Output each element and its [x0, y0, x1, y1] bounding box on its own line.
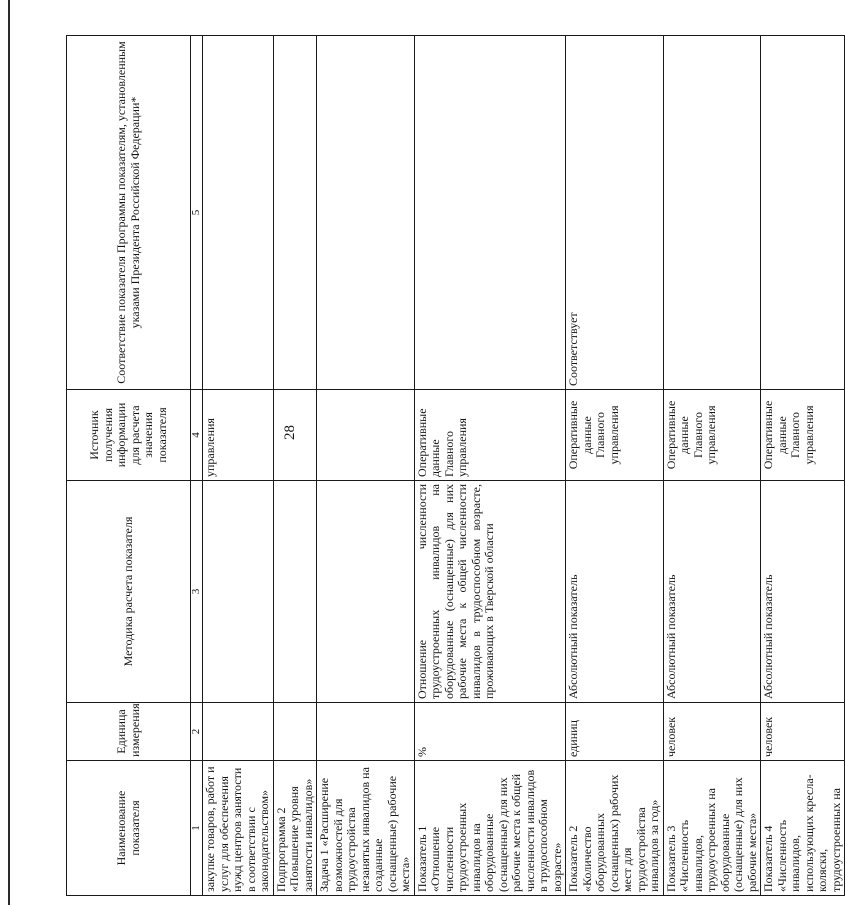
method-cell: Абсолютный показатель: [566, 481, 664, 703]
unit-cell: единиц: [566, 703, 664, 761]
header-compliance: Соответствие показателя Программы показателям, установленным указами Президента Российской Федерации*: [67, 36, 191, 390]
source-cell: [273, 390, 317, 481]
rotated-table-wrapper: [66, 36, 843, 896]
column-number: 3: [191, 481, 203, 703]
table-row: [317, 36, 415, 896]
source-cell: Оперативные данные Главного управления: [414, 390, 566, 481]
indicator-name-cell: Показатель 4 «Численность инвалидов, использующих кресла-коляски, трудоустроенных на: [761, 761, 845, 896]
compliance-cell: [317, 36, 415, 390]
page-edge-line: [8, 0, 10, 905]
compliance-cell: [273, 36, 317, 390]
source-cell: [317, 390, 415, 481]
indicator-name-cell: Показатель 1 «Отношение численности трудоустроенных инвалидов на оборудованные (оснащенные) для них рабочие места к общей численности инвалидов в трудоспособном возрасте»: [414, 761, 566, 896]
unit-cell: [317, 703, 415, 761]
table-row: [414, 36, 566, 896]
indicator-name-cell: Задача 1 «Расширение возможностей для трудоустройства незанятых инвалидов на созданные (оснащенные) рабочие места»: [317, 761, 415, 896]
source-cell: Оперативные данные Главного управления: [761, 390, 845, 481]
column-number: 5: [191, 36, 203, 390]
column-number: 1: [191, 761, 203, 896]
header-row: [67, 36, 191, 896]
indicator-name-cell: закупке товаров, работ и услуг для обеспечения нужд центров занятости в соответствии с законодательством»: [203, 761, 274, 896]
header-source: Источник получения информации для расчета значения показателя: [67, 390, 191, 481]
method-cell: Отношение численности трудоустроенных инвалидов на оборудованные (оснащенные) для них рабочие места к общей численности инвалидов в трудоспособном возрасте, проживающих в Тверской области: [414, 481, 566, 703]
indicators-table: [66, 35, 845, 896]
header-method: Методика расчета показателя: [67, 481, 191, 703]
method-cell: [273, 481, 317, 703]
column-number: 4: [191, 390, 203, 481]
unit-cell: %: [414, 703, 566, 761]
method-cell: [203, 481, 274, 703]
compliance-cell: Соответствует: [566, 36, 664, 390]
table-row: [566, 36, 664, 896]
source-cell: Оперативные данные Главного управления: [566, 390, 664, 481]
method-cell: Абсолютный показатель: [761, 481, 845, 703]
column-number: 2: [191, 703, 203, 761]
source-cell: управления: [203, 390, 274, 481]
indicator-name-cell: Подпрограмма 2 «Повышение уровня занятости инвалидов»: [273, 761, 317, 896]
table-row: [761, 36, 845, 896]
table-row: [203, 36, 274, 896]
unit-cell: [273, 703, 317, 761]
compliance-cell: [663, 36, 761, 390]
method-cell: Абсолютный показатель: [663, 481, 761, 703]
source-cell: Оперативные данные Главного управления: [663, 390, 761, 481]
unit-cell: человек: [663, 703, 761, 761]
table-row: [273, 36, 317, 896]
indicator-name-cell: Показатель 3 «Численность инвалидов, трудоустроенных на оборудованные (оснащенные) для них рабочие места»: [663, 761, 761, 896]
method-cell: [317, 481, 415, 703]
indicator-name-cell: Показатель 2 «Количество оборудованных (оснащенных) рабочих мест для трудоустройства инвалидов за год»: [566, 761, 664, 896]
header-unit: Единица измерения: [67, 703, 191, 761]
compliance-cell: [761, 36, 845, 390]
table-row: [663, 36, 761, 896]
compliance-cell: [414, 36, 566, 390]
compliance-cell: [203, 36, 274, 390]
page-number: 28: [282, 425, 298, 440]
header-indicator-name: Наименование показателя: [67, 761, 191, 896]
unit-cell: человек: [761, 703, 845, 761]
unit-cell: [203, 703, 274, 761]
column-number-row: [191, 36, 203, 896]
